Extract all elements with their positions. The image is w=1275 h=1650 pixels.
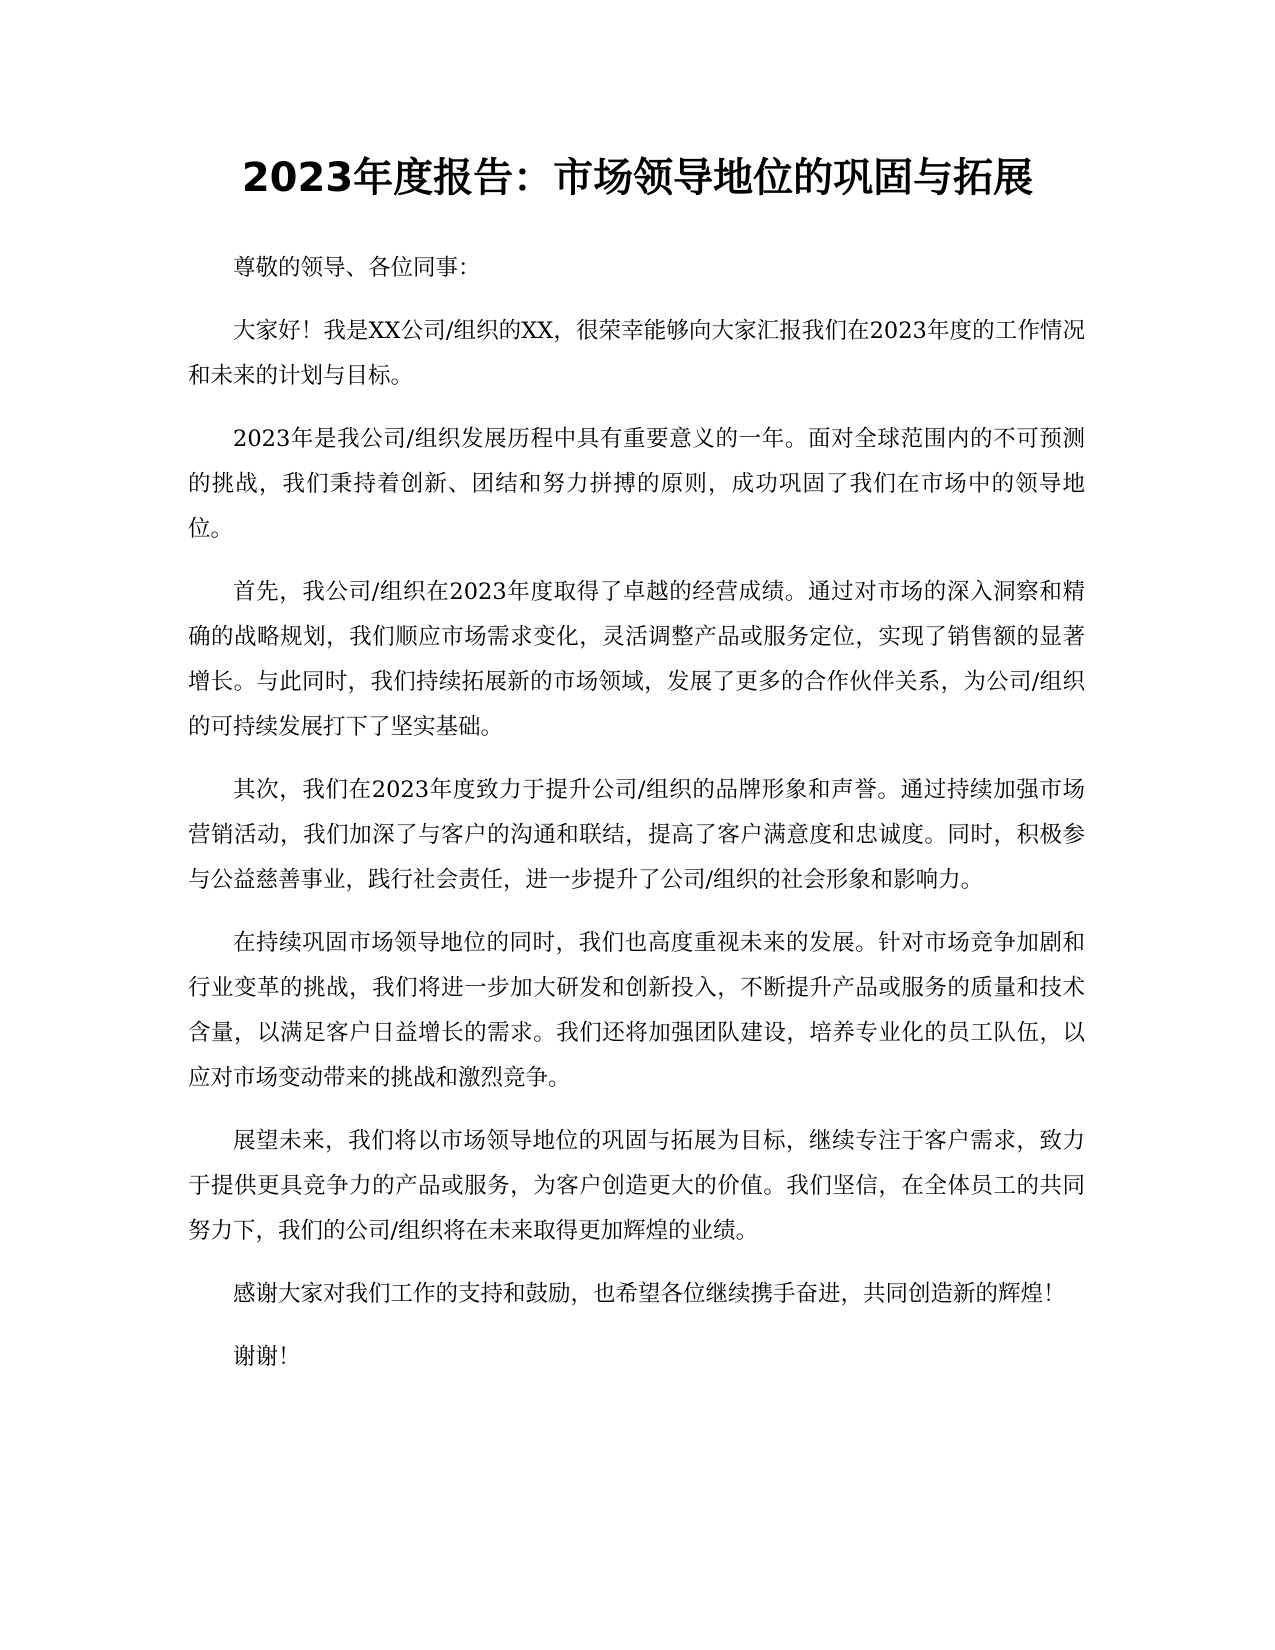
- paragraph-closing: 谢谢！: [233, 1344, 301, 1370]
- document-title: 2023年度报告：市场领导地位的巩固与拓展: [241, 155, 1034, 201]
- document-body: [188, 246, 1085, 1398]
- paragraph-overview: 2023年是我公司/组织发展历程中具有重要意义的一年。面对全球范围内的不可预测的挑战，我们秉持着创新、团结和努力拼搏的原则，成功巩固了我们在市场中的领导地位。: [188, 426, 1085, 542]
- paragraph-greeting: 大家好！我是XX公司/组织的XX，很荣幸能够向大家汇报我们在2023年度的工作情况和未来的计划与目标。: [188, 318, 1085, 389]
- paragraph-brand: 其次，我们在2023年度致力于提升公司/组织的品牌形象和声誉。通过持续加强市场营销活动，我们加深了与客户的沟通和联结，提高了客户满意度和忠诚度。同时，积极参与公益慈善事业，践行社会责任，进一步提升了公司/组织的社会形象和影响力。: [188, 777, 1085, 893]
- paragraph-future-development: 在持续巩固市场领导地位的同时，我们也高度重视未来的发展。针对市场竞争加剧和行业变革的挑战，我们将进一步加大研发和创新投入，不断提升产品或服务的质量和技术含量，以满足客户日益增长的需求。我们还将加强团队建设，培养专业化的员工队伍，以应对市场变动带来的挑战和激烈竞争。: [188, 930, 1085, 1091]
- paragraph-performance: 首先，我公司/组织在2023年度取得了卓越的经营成绩。通过对市场的深入洞察和精确的战略规划，我们顺应市场需求变化，灵活调整产品或服务定位，实现了销售额的显著增长。与此同时，我们持续拓展新的市场领域，发展了更多的合作伙伴关系，为公司/组织的可持续发展打下了坚实基础。: [188, 579, 1085, 740]
- paragraph-thanks: 感谢大家对我们工作的支持和鼓励，也希望各位继续携手奋进，共同创造新的辉煌！: [233, 1281, 1066, 1307]
- paragraph-salutation: 尊敬的领导、各位同事：: [233, 255, 481, 281]
- paragraph-outlook: 展望未来，我们将以市场领导地位的巩固与拓展为目标，继续专注于客户需求，致力于提供更具竞争力的产品或服务，为客户创造更大的价值。我们坚信，在全体员工的共同努力下，我们的公司/组织将在未来取得更加辉煌的业绩。: [188, 1128, 1085, 1244]
